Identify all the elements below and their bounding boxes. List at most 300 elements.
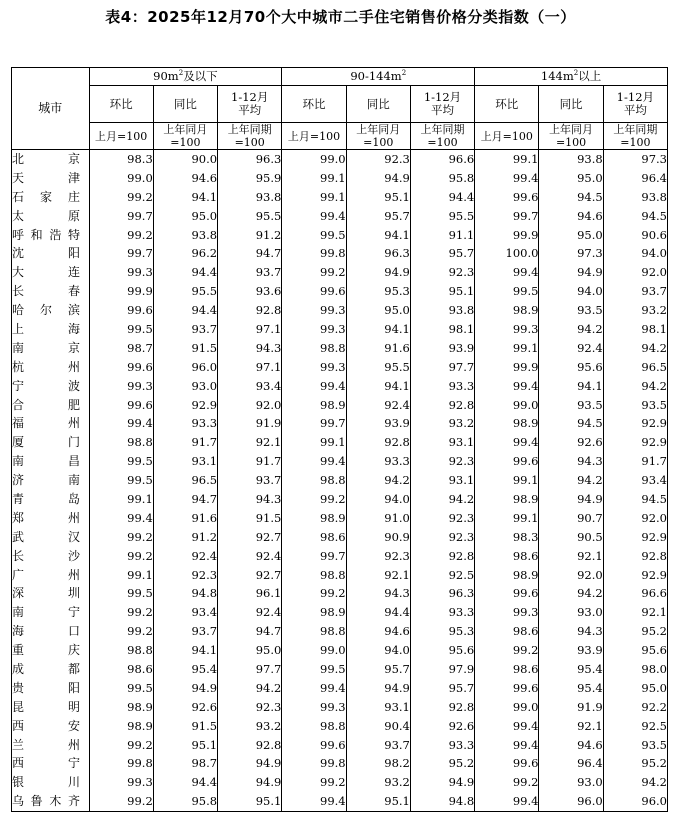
- index-value: 94.7: [218, 622, 282, 641]
- index-value: 99.1: [475, 471, 539, 490]
- index-value: 98.6: [475, 660, 539, 679]
- index-value: 99.4: [475, 263, 539, 282]
- index-value: 99.4: [282, 452, 346, 471]
- city-name: 广 州: [12, 566, 90, 585]
- table-row: [12, 509, 668, 528]
- index-value: 94.2: [346, 471, 410, 490]
- index-value: 99.5: [89, 471, 153, 490]
- index-value: 99.4: [89, 509, 153, 528]
- index-value: 91.7: [153, 433, 217, 452]
- table-row: [12, 622, 668, 641]
- index-value: 95.9: [218, 169, 282, 188]
- index-value: 93.8: [410, 301, 474, 320]
- index-value: 98.6: [475, 547, 539, 566]
- index-value: 93.6: [218, 282, 282, 301]
- index-value: 94.5: [539, 188, 603, 207]
- index-value: 98.9: [89, 717, 153, 736]
- index-value: 92.8: [346, 433, 410, 452]
- index-value: 96.6: [410, 150, 474, 169]
- index-value: 96.5: [153, 471, 217, 490]
- index-value: 99.3: [89, 263, 153, 282]
- index-value: 99.1: [475, 150, 539, 169]
- index-value: 98.6: [89, 660, 153, 679]
- index-value: 99.5: [89, 679, 153, 698]
- table-row: [12, 358, 668, 377]
- index-value: 92.3: [410, 452, 474, 471]
- index-value: 92.9: [153, 396, 217, 415]
- index-value: 95.7: [410, 244, 474, 263]
- table-row: [12, 150, 668, 169]
- index-value: 99.6: [89, 396, 153, 415]
- index-value: 95.2: [603, 755, 667, 774]
- index-value: 96.4: [539, 755, 603, 774]
- index-value: 91.5: [218, 509, 282, 528]
- index-value: 92.6: [539, 433, 603, 452]
- index-value: 92.9: [603, 414, 667, 433]
- index-value: 99.7: [282, 547, 346, 566]
- index-value: 99.4: [89, 414, 153, 433]
- index-value: 98.9: [475, 566, 539, 585]
- index-value: 94.7: [153, 490, 217, 509]
- index-value: 91.2: [153, 528, 217, 547]
- index-value: 92.0: [603, 509, 667, 528]
- index-value: 95.6: [603, 641, 667, 660]
- table-row: [12, 603, 668, 622]
- index-value: 96.4: [603, 169, 667, 188]
- index-value: 95.2: [603, 622, 667, 641]
- index-value: 95.4: [539, 660, 603, 679]
- base-prev-year-period: 上年同期 =100: [603, 123, 667, 150]
- index-value: 99.2: [89, 603, 153, 622]
- index-value: 92.5: [410, 566, 474, 585]
- index-value: 97.7: [410, 358, 474, 377]
- index-value: 95.6: [410, 641, 474, 660]
- index-value: 93.5: [603, 396, 667, 415]
- index-value: 99.7: [282, 414, 346, 433]
- index-value: 91.0: [346, 509, 410, 528]
- index-value: 93.2: [603, 301, 667, 320]
- index-value: 99.5: [89, 452, 153, 471]
- index-value: 93.5: [539, 301, 603, 320]
- index-value: 93.4: [153, 603, 217, 622]
- table-row: [12, 320, 668, 339]
- index-value: 90.0: [153, 150, 217, 169]
- index-value: 95.3: [410, 622, 474, 641]
- table-row: [12, 471, 668, 490]
- index-value: 96.3: [218, 150, 282, 169]
- index-value: 99.1: [475, 339, 539, 358]
- index-value: 99.9: [475, 358, 539, 377]
- table-title: 表4：2025年12月70个大中城市二手住宅销售价格分类指数（一）: [105, 8, 576, 26]
- index-value: 94.9: [539, 263, 603, 282]
- index-value: 93.8: [603, 188, 667, 207]
- table-row: [12, 528, 668, 547]
- index-value: 97.1: [218, 320, 282, 339]
- index-value: 94.3: [218, 339, 282, 358]
- index-value: 98.8: [282, 471, 346, 490]
- table-row: [12, 188, 668, 207]
- index-value: 92.0: [218, 396, 282, 415]
- index-value: 94.9: [346, 679, 410, 698]
- index-value: 99.7: [89, 207, 153, 226]
- index-value: 95.5: [153, 282, 217, 301]
- index-value: 90.6: [603, 226, 667, 245]
- index-value: 92.4: [153, 547, 217, 566]
- yoy-header: 同比: [539, 86, 603, 123]
- index-value: 91.9: [539, 698, 603, 717]
- index-value: 98.7: [153, 755, 217, 774]
- index-value: 98.2: [346, 755, 410, 774]
- table-row: [12, 717, 668, 736]
- index-value: 93.4: [603, 471, 667, 490]
- index-value: 98.3: [89, 150, 153, 169]
- index-value: 99.2: [89, 792, 153, 811]
- index-value: 99.3: [282, 320, 346, 339]
- index-value: 90.5: [539, 528, 603, 547]
- index-value: 93.3: [410, 603, 474, 622]
- index-value: 99.8: [282, 244, 346, 263]
- index-value: 99.1: [475, 509, 539, 528]
- index-value: 94.9: [346, 169, 410, 188]
- index-value: 94.6: [346, 622, 410, 641]
- index-value: 95.1: [346, 188, 410, 207]
- city-name: 哈 尔 滨: [12, 301, 90, 320]
- city-name: 杭 州: [12, 358, 90, 377]
- index-value: 99.7: [89, 244, 153, 263]
- index-value: 92.4: [218, 603, 282, 622]
- base-prev-month: 上月=100: [282, 123, 346, 150]
- table-row: [12, 377, 668, 396]
- city-name: 南 宁: [12, 603, 90, 622]
- index-value: 99.4: [475, 736, 539, 755]
- index-value: 93.9: [539, 641, 603, 660]
- city-name: 太 原: [12, 207, 90, 226]
- index-value: 92.6: [153, 698, 217, 717]
- table-row: [12, 282, 668, 301]
- index-value: 98.9: [89, 698, 153, 717]
- index-value: 94.9: [218, 773, 282, 792]
- index-value: 96.2: [153, 244, 217, 263]
- index-value: 98.1: [410, 320, 474, 339]
- index-value: 99.5: [89, 584, 153, 603]
- index-value: 99.0: [89, 169, 153, 188]
- index-value: 95.4: [539, 679, 603, 698]
- table-row: [12, 433, 668, 452]
- index-value: 94.1: [346, 226, 410, 245]
- city-name: 大 连: [12, 263, 90, 282]
- index-value: 95.1: [346, 792, 410, 811]
- index-value: 99.2: [89, 547, 153, 566]
- index-value: 92.3: [218, 698, 282, 717]
- index-value: 99.3: [89, 377, 153, 396]
- index-value: 93.2: [346, 773, 410, 792]
- index-value: 94.4: [153, 301, 217, 320]
- index-value: 99.4: [282, 377, 346, 396]
- index-value: 91.5: [153, 339, 217, 358]
- index-value: 99.4: [282, 792, 346, 811]
- index-value: 94.2: [539, 584, 603, 603]
- index-value: 92.8: [603, 547, 667, 566]
- index-value: 96.0: [539, 792, 603, 811]
- index-value: 98.8: [282, 339, 346, 358]
- mom-header: 环比: [282, 86, 346, 123]
- city-name: 宁 波: [12, 377, 90, 396]
- index-value: 98.9: [475, 301, 539, 320]
- city-name: 石 家 庄: [12, 188, 90, 207]
- city-name: 福 州: [12, 414, 90, 433]
- city-name: 兰 州: [12, 736, 90, 755]
- index-value: 94.1: [346, 377, 410, 396]
- table-row: [12, 244, 668, 263]
- index-value: 93.5: [539, 396, 603, 415]
- index-value: 94.4: [346, 603, 410, 622]
- index-value: 93.1: [410, 471, 474, 490]
- index-value: 94.2: [410, 490, 474, 509]
- index-value: 95.5: [410, 207, 474, 226]
- index-value: 94.5: [603, 490, 667, 509]
- index-value: 98.8: [282, 622, 346, 641]
- index-value: 93.5: [603, 736, 667, 755]
- city-name: 合 肥: [12, 396, 90, 415]
- index-value: 95.0: [346, 301, 410, 320]
- base-prev-month: 上月=100: [475, 123, 539, 150]
- index-value: 92.4: [346, 396, 410, 415]
- index-value: 99.9: [89, 282, 153, 301]
- index-value: 99.1: [89, 566, 153, 585]
- index-value: 99.6: [89, 301, 153, 320]
- index-value: 98.6: [475, 622, 539, 641]
- index-value: 93.3: [410, 377, 474, 396]
- table-row: [12, 169, 668, 188]
- index-value: 92.3: [153, 566, 217, 585]
- index-value: 92.9: [603, 566, 667, 585]
- index-value: 95.5: [346, 358, 410, 377]
- index-value: 92.3: [346, 547, 410, 566]
- index-value: 92.0: [539, 566, 603, 585]
- index-value: 95.4: [153, 660, 217, 679]
- table-row: [12, 698, 668, 717]
- yoy-header: 同比: [346, 86, 410, 123]
- index-value: 92.6: [410, 717, 474, 736]
- index-value: 99.3: [89, 773, 153, 792]
- index-value: 94.0: [603, 244, 667, 263]
- index-value: 93.8: [539, 150, 603, 169]
- index-value: 99.3: [282, 698, 346, 717]
- city-name: 成 都: [12, 660, 90, 679]
- index-value: 95.8: [410, 169, 474, 188]
- index-value: 94.3: [346, 584, 410, 603]
- city-name: 西 安: [12, 717, 90, 736]
- table-row: [12, 207, 668, 226]
- city-name: 呼 和 浩 特: [12, 226, 90, 245]
- index-value: 91.5: [153, 717, 217, 736]
- index-value: 94.6: [539, 736, 603, 755]
- city-name: 厦 门: [12, 433, 90, 452]
- city-name: 深 圳: [12, 584, 90, 603]
- index-value: 99.4: [475, 169, 539, 188]
- index-value: 99.0: [282, 150, 346, 169]
- index-value: 98.0: [603, 660, 667, 679]
- index-value: 94.3: [539, 452, 603, 471]
- index-value: 94.5: [603, 207, 667, 226]
- index-value: 93.2: [218, 717, 282, 736]
- index-value: 95.7: [346, 207, 410, 226]
- index-value: 97.3: [603, 150, 667, 169]
- city-name: 长 沙: [12, 547, 90, 566]
- index-value: 99.6: [475, 679, 539, 698]
- index-value: 99.2: [282, 584, 346, 603]
- index-value: 93.7: [153, 622, 217, 641]
- index-value: 94.1: [346, 320, 410, 339]
- index-value: 99.2: [89, 188, 153, 207]
- table-row: [12, 773, 668, 792]
- group-header-small: $90m^2$及以下: [89, 68, 282, 86]
- index-value: 93.1: [153, 452, 217, 471]
- index-value: 90.9: [346, 528, 410, 547]
- city-name: 贵 阳: [12, 679, 90, 698]
- base-prev-month: 上月=100: [89, 123, 153, 150]
- index-value: 96.5: [603, 358, 667, 377]
- index-value: 98.9: [475, 490, 539, 509]
- avg-header: 1-12月 平均: [410, 86, 474, 123]
- index-value: 99.1: [282, 188, 346, 207]
- index-value: 91.6: [346, 339, 410, 358]
- city-name: 银 川: [12, 773, 90, 792]
- index-value: 90.7: [539, 509, 603, 528]
- table-row: [12, 660, 668, 679]
- table-row: [12, 490, 668, 509]
- index-value: 92.9: [603, 433, 667, 452]
- index-value: 92.1: [539, 717, 603, 736]
- table-row: [12, 736, 668, 755]
- index-value: 99.6: [475, 188, 539, 207]
- index-value: 94.2: [603, 377, 667, 396]
- index-value: 95.8: [153, 792, 217, 811]
- index-value: 92.3: [346, 150, 410, 169]
- index-value: 94.5: [539, 414, 603, 433]
- index-value: 99.2: [89, 736, 153, 755]
- table-row: [12, 263, 668, 282]
- base-prev-year-month: 上年同月 =100: [539, 123, 603, 150]
- index-value: 99.5: [282, 660, 346, 679]
- base-prev-year-period: 上年同期 =100: [218, 123, 282, 150]
- city-name: 郑 州: [12, 509, 90, 528]
- city-name: 天 津: [12, 169, 90, 188]
- index-value: 93.0: [539, 773, 603, 792]
- index-value: 99.0: [475, 698, 539, 717]
- index-value: 93.7: [346, 736, 410, 755]
- city-name: 长 春: [12, 282, 90, 301]
- index-value: 95.5: [218, 207, 282, 226]
- index-value: 96.3: [346, 244, 410, 263]
- index-value: 99.8: [282, 755, 346, 774]
- index-value: 92.8: [410, 698, 474, 717]
- index-value: 94.1: [539, 377, 603, 396]
- index-value: 95.0: [539, 169, 603, 188]
- table-row: [12, 339, 668, 358]
- city-name: 青 岛: [12, 490, 90, 509]
- index-value: 93.7: [603, 282, 667, 301]
- index-value: 99.4: [282, 207, 346, 226]
- index-value: 99.9: [475, 226, 539, 245]
- index-value: 99.3: [475, 603, 539, 622]
- city-name: 沈 阳: [12, 244, 90, 263]
- index-value: 97.7: [218, 660, 282, 679]
- index-value: 93.1: [410, 433, 474, 452]
- index-value: 99.2: [282, 490, 346, 509]
- index-value: 92.4: [218, 547, 282, 566]
- index-value: 99.4: [475, 792, 539, 811]
- index-value: 95.0: [539, 226, 603, 245]
- index-value: 93.9: [346, 414, 410, 433]
- index-value: 99.6: [475, 452, 539, 471]
- index-value: 94.0: [346, 641, 410, 660]
- index-value: 94.9: [218, 755, 282, 774]
- avg-header: 1-12月 平均: [603, 86, 667, 123]
- index-value: 98.9: [475, 414, 539, 433]
- index-value: 99.4: [282, 679, 346, 698]
- index-value: 92.7: [218, 528, 282, 547]
- index-value: 96.6: [603, 584, 667, 603]
- base-prev-year-period: 上年同期 =100: [410, 123, 474, 150]
- index-value: 94.9: [346, 263, 410, 282]
- index-value: 94.4: [153, 263, 217, 282]
- index-value: 99.5: [475, 282, 539, 301]
- index-value: 99.3: [282, 358, 346, 377]
- index-value: 93.1: [346, 698, 410, 717]
- index-value: 99.4: [475, 377, 539, 396]
- index-value: 92.8: [218, 301, 282, 320]
- index-value: 94.2: [539, 471, 603, 490]
- index-value: 94.2: [218, 679, 282, 698]
- index-value: 92.1: [218, 433, 282, 452]
- index-value: 98.1: [603, 320, 667, 339]
- index-value: 99.2: [89, 528, 153, 547]
- table-row: [12, 301, 668, 320]
- index-value: 94.6: [539, 207, 603, 226]
- index-value: 93.8: [218, 188, 282, 207]
- index-value: 94.6: [153, 169, 217, 188]
- index-value: 99.2: [89, 622, 153, 641]
- index-value: 94.2: [603, 339, 667, 358]
- index-value: 92.3: [410, 528, 474, 547]
- index-value: 95.6: [539, 358, 603, 377]
- index-value: 99.2: [282, 263, 346, 282]
- city-name: 济 南: [12, 471, 90, 490]
- city-name: 南 昌: [12, 452, 90, 471]
- index-value: 96.1: [218, 584, 282, 603]
- index-value: 93.3: [153, 414, 217, 433]
- index-value: 94.9: [539, 490, 603, 509]
- yoy-header: 同比: [153, 86, 217, 123]
- index-value: 92.8: [410, 547, 474, 566]
- index-value: 96.0: [153, 358, 217, 377]
- index-value: 92.0: [603, 263, 667, 282]
- table-row: [12, 792, 668, 811]
- index-value: 94.0: [539, 282, 603, 301]
- index-value: 99.7: [475, 207, 539, 226]
- city-name: 乌 鲁 木 齐: [12, 792, 90, 811]
- index-value: 92.3: [410, 263, 474, 282]
- table-row: [12, 226, 668, 245]
- index-value: 92.2: [603, 698, 667, 717]
- index-value: 92.1: [346, 566, 410, 585]
- index-value: 95.0: [218, 641, 282, 660]
- index-value: 92.8: [410, 396, 474, 415]
- index-value: 93.7: [153, 320, 217, 339]
- index-value: 91.2: [218, 226, 282, 245]
- index-value: 91.1: [410, 226, 474, 245]
